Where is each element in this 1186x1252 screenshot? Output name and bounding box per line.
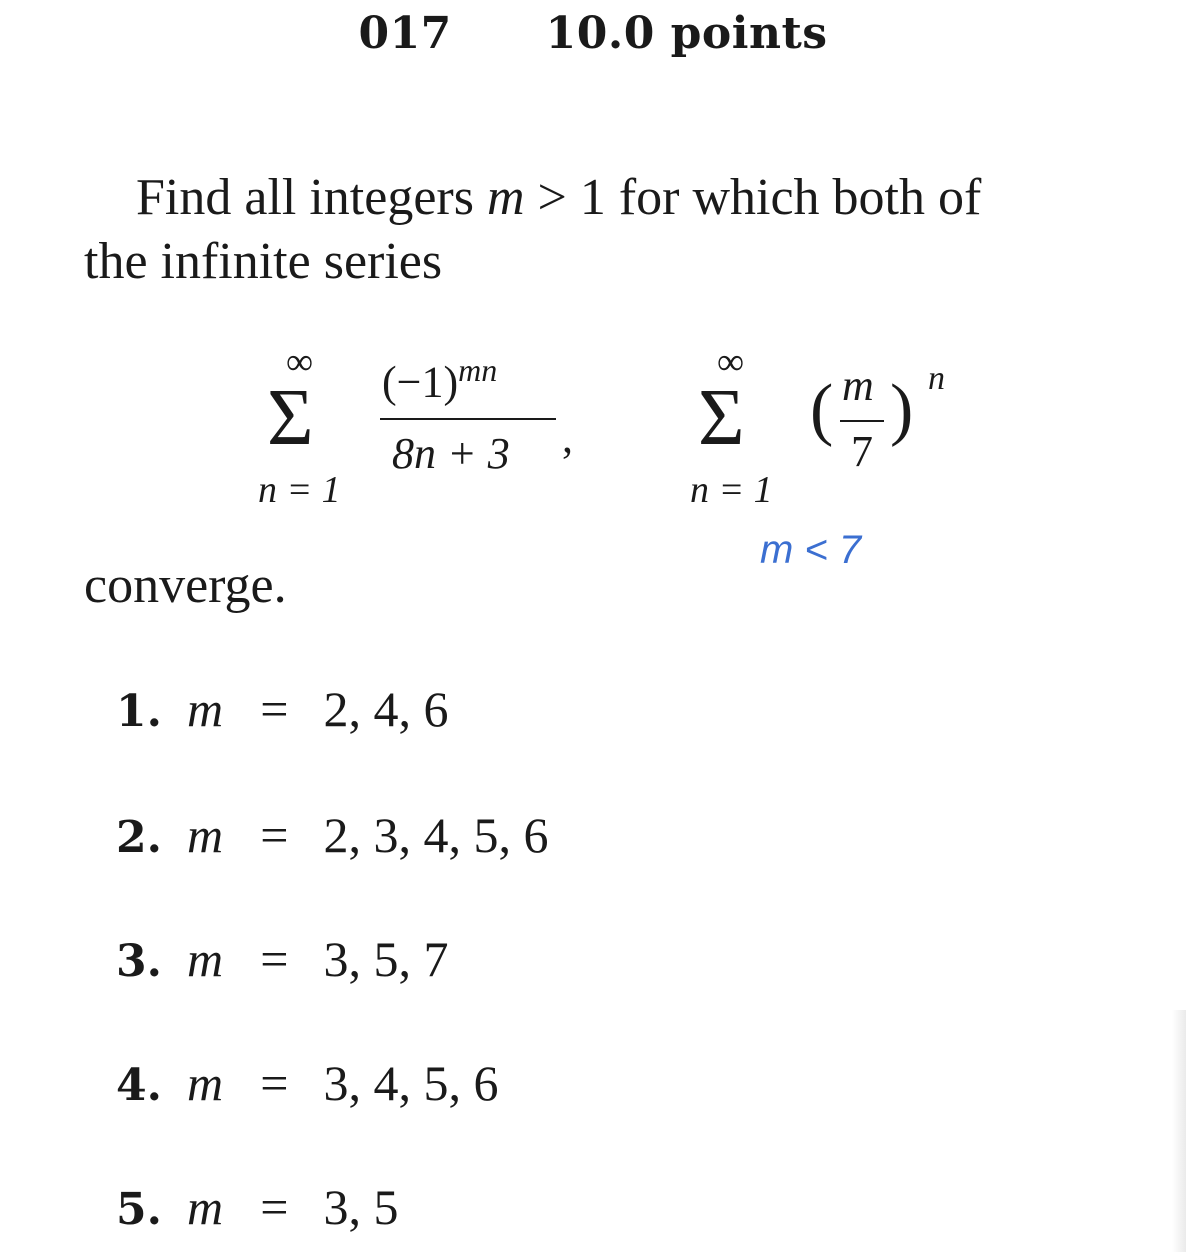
option-number: 1. <box>116 686 162 737</box>
option-equals: = <box>260 1055 289 1111</box>
prompt-text-before: Find all integers <box>136 169 474 226</box>
series-2-right-paren: ) <box>890 371 914 448</box>
series-2-numerator: m <box>842 361 874 410</box>
option-number: 4. <box>116 1060 162 1111</box>
prompt-variable-m: m <box>486 169 525 226</box>
series-2-sigma: Σ <box>698 374 745 462</box>
option-values: 3, 5 <box>323 1179 399 1235</box>
option-variable: m <box>187 807 224 863</box>
answer-option-2[interactable] <box>116 806 549 864</box>
problem-number: 017 <box>358 8 452 59</box>
option-number: 5. <box>116 1184 162 1235</box>
option-values: 3, 5, 7 <box>323 931 449 987</box>
series-1-numerator <box>382 352 497 408</box>
page-edge-shadow <box>1172 1010 1186 1252</box>
answer-option-1[interactable] <box>116 680 449 738</box>
option-equals: = <box>260 681 289 737</box>
answer-option-5[interactable] <box>116 1178 399 1236</box>
handwritten-note: m < 7 <box>760 528 862 572</box>
prompt-line-3: converge. <box>84 557 287 614</box>
option-variable: m <box>187 931 224 987</box>
prompt-line-1 <box>136 168 981 227</box>
option-number: 2. <box>116 812 162 863</box>
series-1-sigma: Σ <box>267 374 314 462</box>
option-variable: m <box>187 681 224 737</box>
series-2-lower-limit: n = 1 <box>690 469 773 511</box>
option-equals: = <box>260 1179 289 1235</box>
series-1-upper-limit: ∞ <box>286 341 314 383</box>
prompt-line-2: the infinite series <box>84 233 443 290</box>
option-values: 3, 4, 5, 6 <box>323 1055 499 1111</box>
option-variable: m <box>187 1055 224 1111</box>
series-1-numerator-exponent: mn <box>458 352 498 388</box>
option-variable: m <box>187 1179 224 1235</box>
series-2-fraction-bar <box>840 420 884 422</box>
problem-header <box>0 8 1186 59</box>
series-2-exponent: n <box>928 360 945 397</box>
series-2-denominator: 7 <box>851 427 873 476</box>
prompt-text-after: > 1 for which both of <box>537 169 982 226</box>
option-equals: = <box>260 931 289 987</box>
answer-option-3[interactable] <box>116 930 449 988</box>
problem-points: 10.0 points <box>545 8 828 59</box>
answer-option-4[interactable] <box>116 1054 499 1112</box>
series-1-denominator: 8n + 3 <box>392 429 510 478</box>
option-number: 3. <box>116 936 162 987</box>
series-1-fraction-bar <box>380 418 556 420</box>
series-1-comma: , <box>562 413 573 462</box>
option-values: 2, 4, 6 <box>323 681 449 737</box>
option-equals: = <box>260 807 289 863</box>
series-2-upper-limit: ∞ <box>717 341 745 383</box>
series-2-left-paren: ( <box>810 371 834 448</box>
option-values: 2, 3, 4, 5, 6 <box>323 807 549 863</box>
series-1-numerator-base: (−1) <box>382 357 459 407</box>
series-1-lower-limit: n = 1 <box>258 469 341 511</box>
